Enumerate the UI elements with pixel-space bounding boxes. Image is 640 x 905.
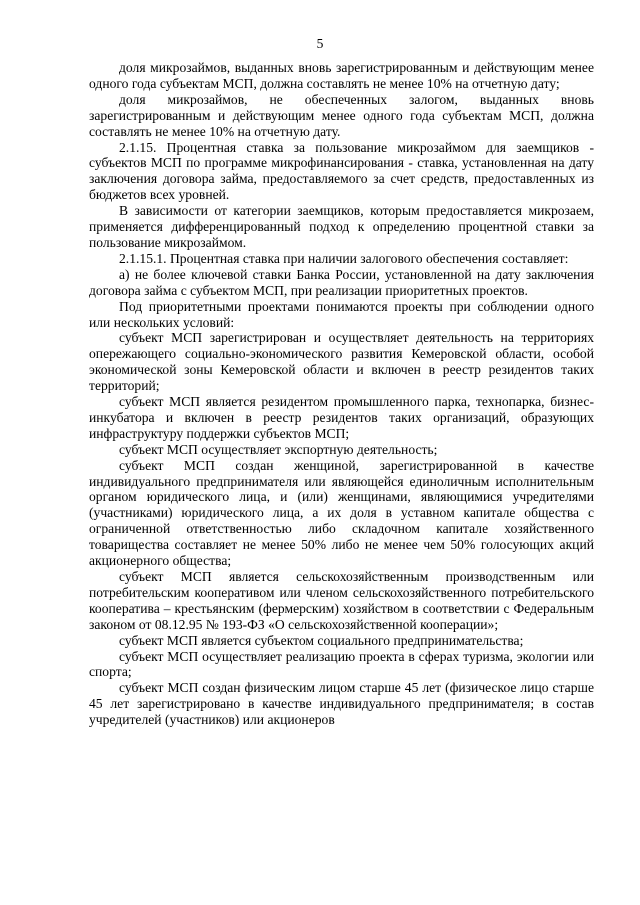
paragraph-12: субъект МСП является сельскохозяйственным производственным или потребительским кооперативом или членом сельскохозяйственного потребительского кооператива – крестьянским (фермерским) хозяйством в соответствии с Федеральным законом от 08.12.95 № 193-ФЗ «О сельскохозяйственной кооперации»;	[89, 569, 594, 632]
page-number: 5	[316, 36, 324, 51]
paragraph-7: Под приоритетными проектами понимаются проекты при соблюдении одного или нескольких условий:	[89, 298, 594, 330]
paragraph-6: а) не более ключевой ставки Банка России, установленной на дату заключения договора займа с субъектом МСП, при реализации приоритетных проектов.	[89, 266, 594, 298]
paragraph-1: доля микрозаймов, выданных вновь зарегистрированным и действующим менее одного года субъектам МСП, должна составлять не менее 10% на отчетную дату;	[89, 60, 594, 91]
paragraph-4: В зависимости от категории заемщиков, которым предоставляется микрозаем, применяется дифференцированный подход к определению процентной ставки за пользование микрозаймом.	[89, 203, 594, 250]
paragraph-8: субъект МСП зарегистрирован и осуществляет деятельность на территориях опережающего социально-экономического развития Кемеровской области, особой экономической зоны Кемеровской области и включен в реестр резидентов таких территорий;	[89, 330, 594, 394]
paragraph-5: 2.1.15.1. Процентная ставка при наличии залогового обеспечения составляет:	[119, 250, 569, 266]
paragraph-15: субъект МСП создан физическим лицом старше 45 лет (физическое лицо старше 45 лет зарегистрировано в качестве индивидуального предпринимателя; в состав учредителей (участников) или акционеров	[89, 680, 594, 728]
paragraph-11: субъект МСП создан женщиной, зарегистрированной в качестве индивидуального предпринимателя или являющейся единоличным исполнительным органом юридического лица, и (или) женщинами, являющимися учредителями (участниками) юридического лица, а их доля в уставном капитале общества с ограниченной ответственностью либо складочном капитале хозяйственного товарищества составляет не менее 50% либо не менее чем 50% голосующих акций акционерного общества;	[89, 457, 594, 569]
document-body	[89, 60, 594, 728]
paragraph-13: субъект МСП является субъектом социального предпринимательства;	[119, 632, 524, 648]
paragraph-2: доля микрозаймов, не обеспеченных залогом, выданных вновь зарегистрированным и действующим менее одного года субъектам МСП, должна составлять не менее 10% на отчетную дату.	[89, 91, 594, 139]
paragraph-9: субъект МСП является резидентом промышленного парка, технопарка, бизнес-инкубатора и включен в реестр резидентов таких организаций, образующих инфраструктуру поддержки субъектов МСП;	[89, 394, 594, 441]
paragraph-3: 2.1.15. Процентная ставка за пользование микрозаймом для заемщиков - субъектов МСП по программе микрофинансирования - ставка, установленная на дату заключения договора займа, предоставляемого за счет средств, предоставленных из бюджетов всех уровней.	[89, 139, 594, 203]
paragraph-14: субъект МСП осуществляет реализацию проекта в сферах туризма, экологии или спорта;	[89, 648, 594, 680]
paragraph-10: субъект МСП осуществляет экспортную деятельность;	[119, 441, 438, 457]
